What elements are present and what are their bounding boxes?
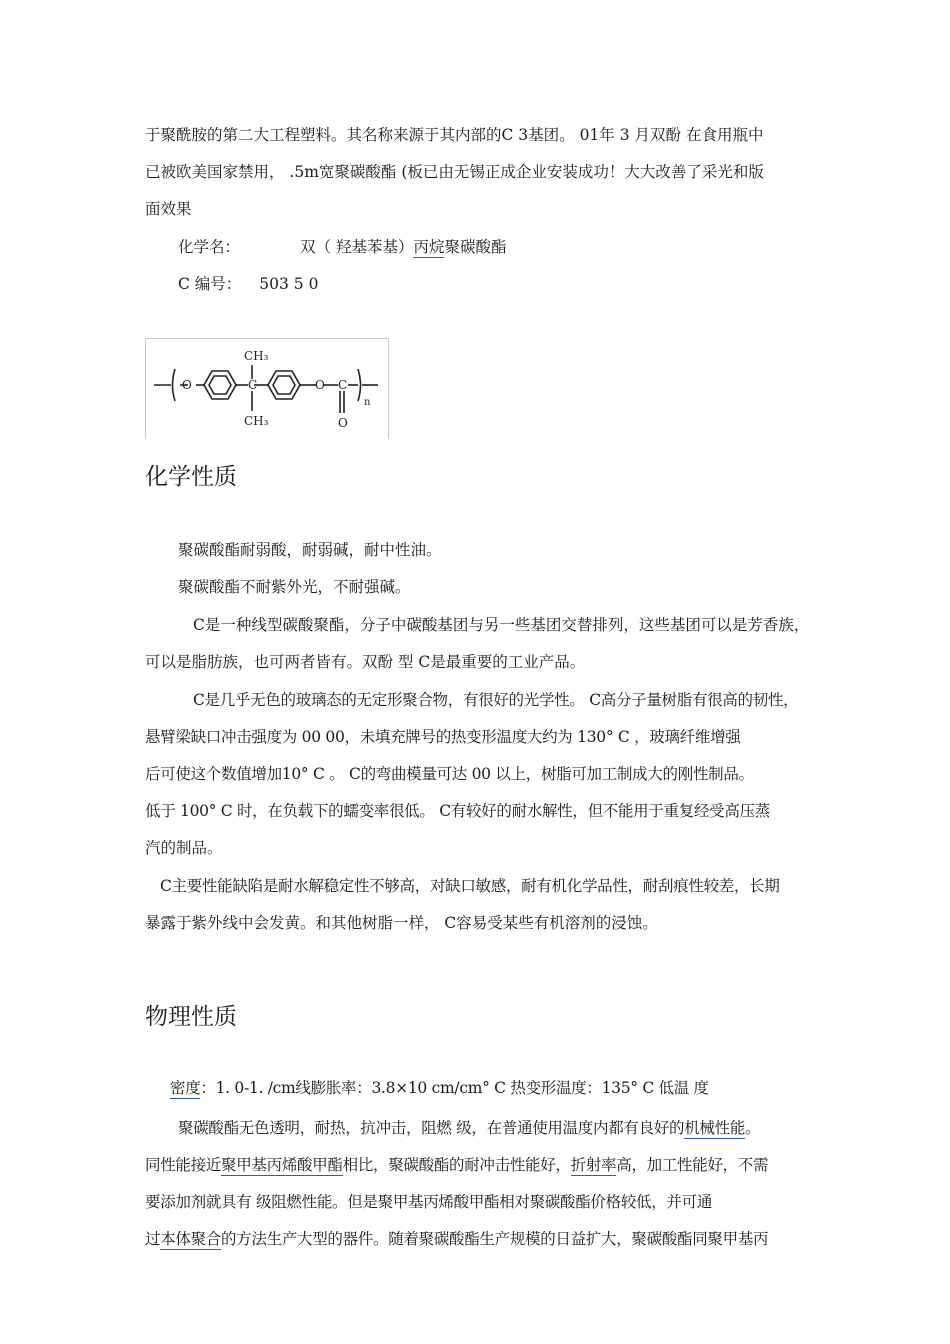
repeat-subscript-n: n <box>364 397 371 408</box>
quaternary-carbon-label: C <box>248 378 258 392</box>
density-row <box>170 1078 840 1098</box>
phys-line-4-end: 的方法生产大型的器件。随着聚碳酸酯生产规模的日益扩大，聚碳酸酯同聚甲基丙 <box>221 1230 769 1248</box>
chem-paragraph-4-line-5: 汽的制品。 <box>145 839 223 857</box>
cas-value: 503 5 0 <box>259 275 319 293</box>
refractive-index-link[interactable]: 折射率 <box>570 1156 617 1174</box>
chemical-name-suffix: 聚碳酸酯 <box>444 238 507 256</box>
chemical-name-value: 双（ 羟基苯基） <box>300 238 414 256</box>
phys-line-2-end: 高，加工性能好，不需 <box>616 1156 769 1174</box>
phys-line-1-end: 。 <box>745 1119 761 1137</box>
chemical-name-label: 化学名： <box>178 238 241 256</box>
polycarbonate-structure-diagram <box>146 339 388 439</box>
chem-paragraph-1: 聚碳酸酯耐弱酸，耐弱碱，耐中性油。 <box>178 541 442 559</box>
propane-link[interactable]: 丙烷 <box>413 238 445 256</box>
phys-line-1 <box>178 1118 873 1138</box>
phys-line-3: 要添加剂就具有 级阻燃性能。但是聚甲基丙烯酸甲酯相对聚碳酸酯价格较低，并可通 <box>145 1193 713 1211</box>
chem-paragraph-5-line-1: C主要性能缺陷是耐水解稳定性不够高，对缺口敏感，耐有机化学品性，耐刮痕性较差，长期 <box>160 877 780 895</box>
chem-paragraph-2: 聚碳酸酯不耐紫外光，不耐强碱。 <box>178 578 411 596</box>
phys-line-4 <box>145 1229 840 1249</box>
methyl-top-label: CH₃ <box>244 349 269 363</box>
chem-paragraph-3-line-1: C是一种线型碳酸聚酯，分子中碳酸基团与另一些基团交替排列，这些基团可以是芳香族， <box>193 616 810 634</box>
density-details: ：1. 0-1. /cm线膨胀率：3.8×10 cm/cm° C 热变形温度：135° C 低温 度 <box>200 1079 709 1097</box>
intro-line-3: 面效果 <box>145 200 192 218</box>
oxygen-left-label: O <box>182 378 192 392</box>
structural-formula-image <box>145 338 389 439</box>
phys-line-4-start: 过 <box>145 1230 161 1248</box>
chem-paragraph-4-line-2: 悬臂梁缺口冲击强度为 00 00，未填充牌号的热变形温度大约为 130° C ，玻璃纤维增强 <box>145 728 741 746</box>
physical-properties-heading: 物理性质 <box>145 1004 237 1030</box>
chem-paragraph-5-line-2: 暴露于紫外线中会发黄。和其他树脂一样， C容易受某些有机溶剂的浸蚀。 <box>145 914 658 932</box>
phys-line-2 <box>145 1155 840 1175</box>
chem-paragraph-4-line-4: 低于 100° C 时，在负载下的蠕变率很低。 C有较好的耐水解性，但不能用于重复经受高压蒸 <box>145 802 770 820</box>
carbonyl-oxygen-label: O <box>338 416 348 430</box>
chem-paragraph-4-line-3: 后可使这个数值增加10° C 。 C的弯曲模量可达 00 以上，树脂可加工制成大的刚性制品。 <box>145 765 754 783</box>
intro-line-2: 已被欧美国家禁用， .5m宽聚碳酸酯 (板已由无锡正成企业安装成功！大大改善了采光和版 <box>145 163 764 181</box>
chem-paragraph-4-line-1: C是几乎无色的玻璃态的无定形聚合物，有很好的光学性。 C高分子量树脂有很高的韧性， <box>193 691 799 709</box>
carbonyl-carbon-label: C <box>338 378 348 392</box>
pmma-link[interactable]: 聚甲基丙烯酸甲酯 <box>221 1156 343 1174</box>
phys-line-2-start: 同性能接近 <box>145 1156 222 1174</box>
intro-line-1: 于聚酰胺的第二大工程塑料。其名称来源于其内部的C 3基团。 01年 3 月双酚 在食用瓶中 <box>145 126 764 144</box>
cas-number-row <box>178 274 873 294</box>
chemical-name-row <box>178 237 873 257</box>
bulk-polymerization-link[interactable]: 本体聚合 <box>160 1230 222 1248</box>
phys-line-1-text: 聚碳酸酯无色透明，耐热，抗冲击，阻燃 级，在普通使用温度内都有良好的 <box>178 1119 685 1137</box>
mechanical-properties-link[interactable]: 机械性能 <box>684 1119 746 1137</box>
density-link[interactable]: 密度 <box>170 1079 201 1097</box>
oxygen-right-label: O <box>315 378 325 392</box>
chem-paragraph-3-line-2: 可以是脂肪族，也可两者皆有。双酚 型 C是最重要的工业产品。 <box>145 653 586 671</box>
cas-label: C 编号： <box>178 275 242 293</box>
phys-line-2-middle: 相比，聚碳酸酯的耐冲击性能好， <box>342 1156 571 1174</box>
methyl-bottom-label: CH₃ <box>244 414 269 428</box>
chemical-properties-heading: 化学性质 <box>145 464 237 490</box>
